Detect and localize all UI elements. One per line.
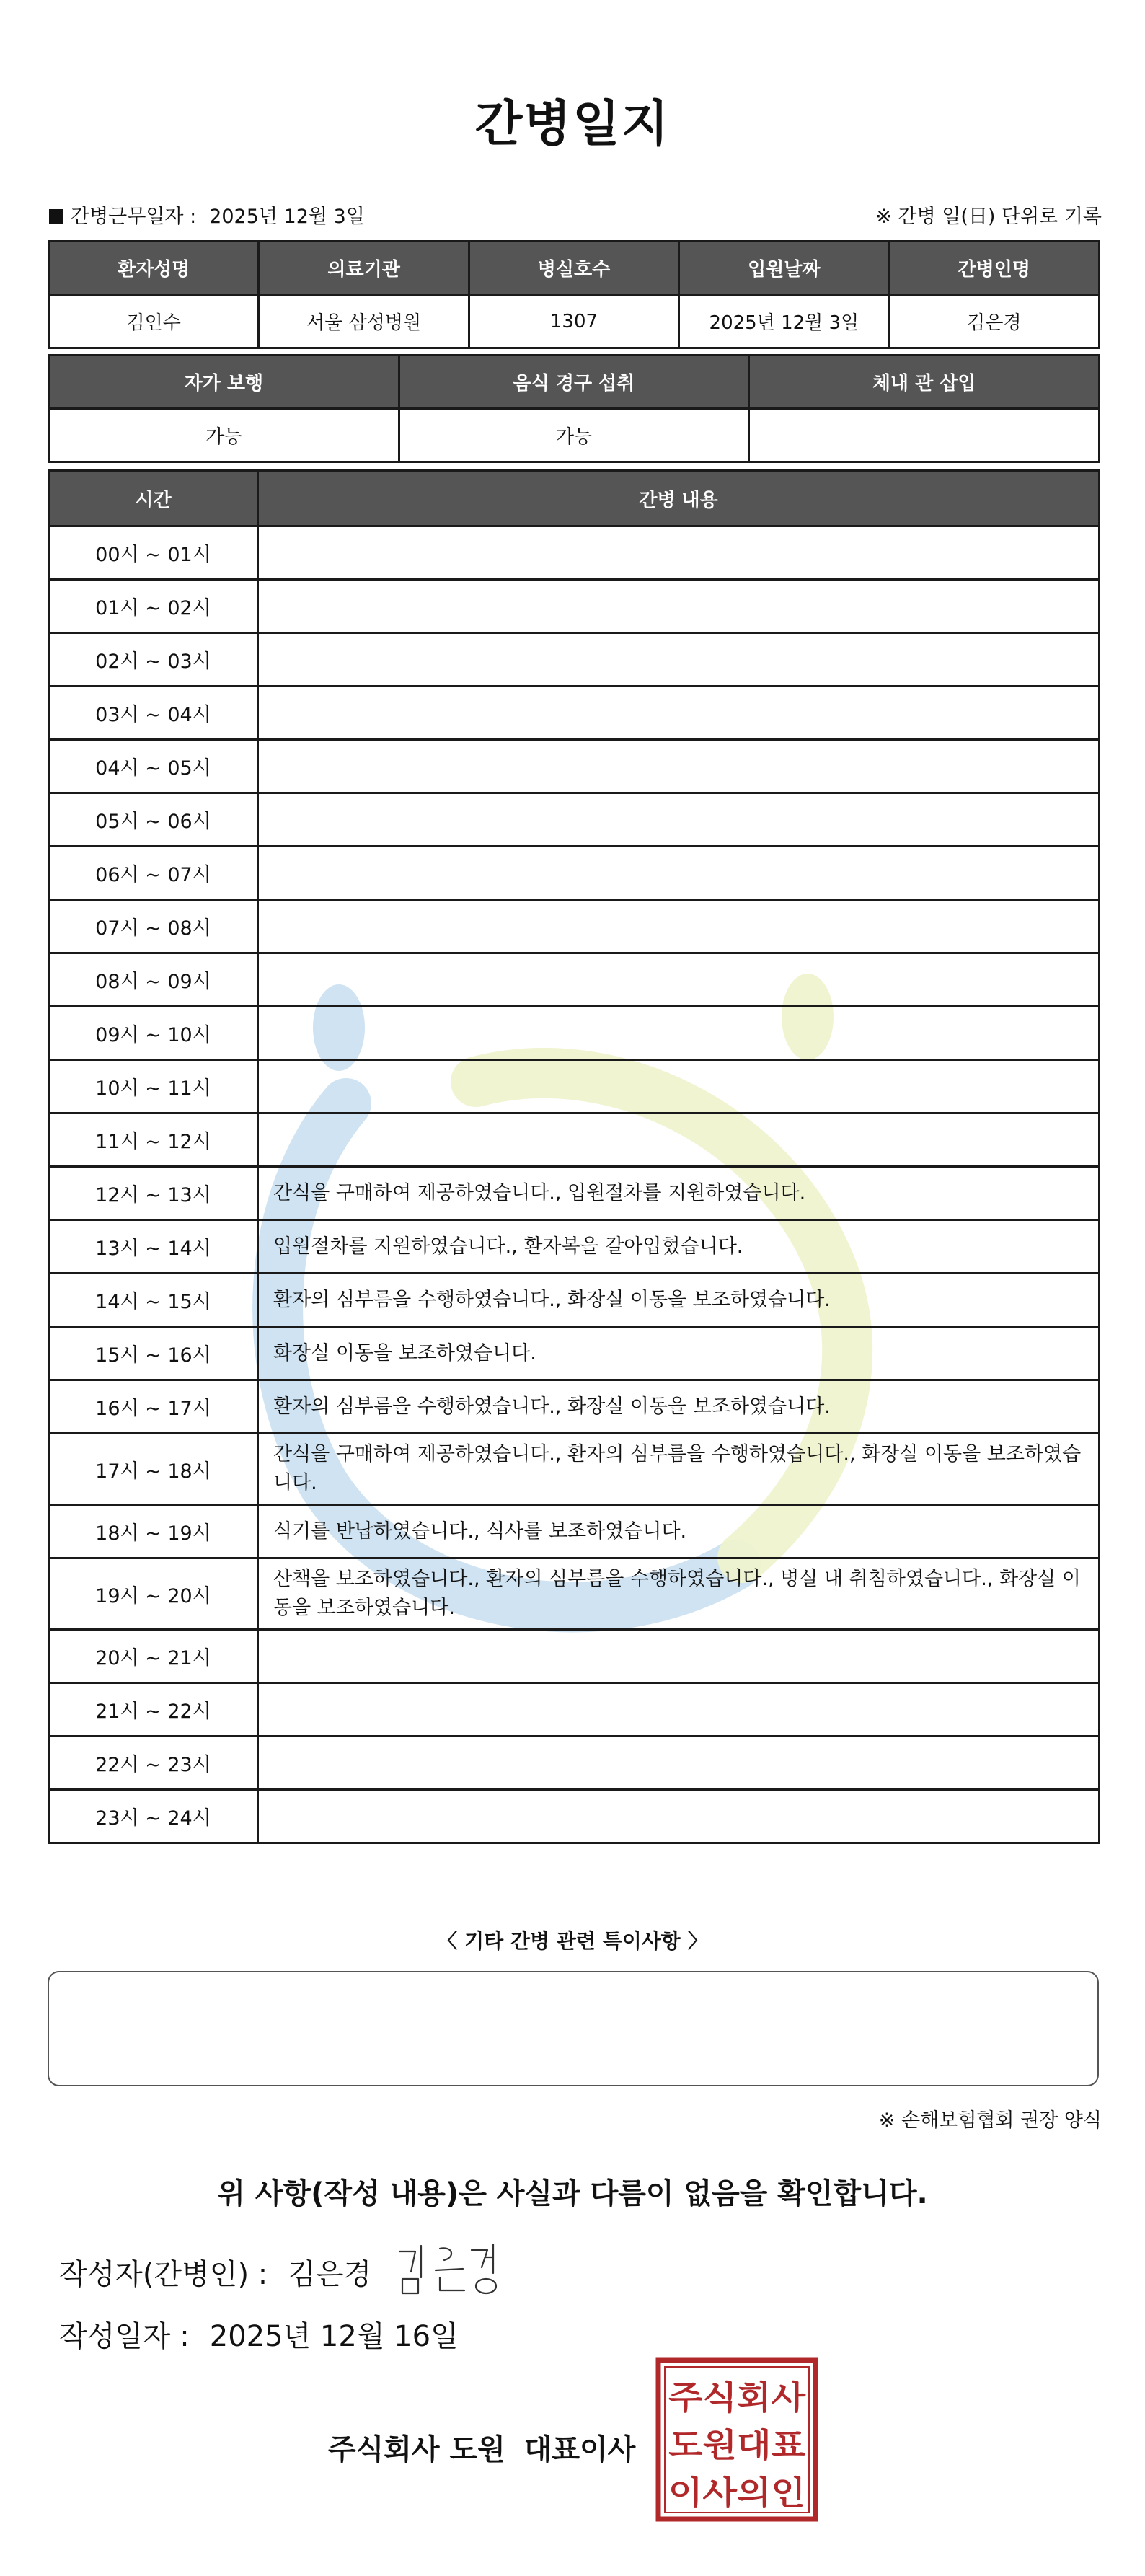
recommend-note: ※ 손해보험협회 권장 양식: [878, 2109, 1102, 2132]
log-content: [258, 1737, 1100, 1790]
log-time: 08시 ~ 09시: [49, 953, 258, 1007]
log-content: [258, 1007, 1100, 1060]
log-content: [258, 526, 1100, 580]
log-content: [258, 1683, 1100, 1737]
log-content: 식기를 반납하였습니다., 식사를 보조하였습니다.: [258, 1505, 1100, 1558]
write-date-label: 작성일자 :: [59, 2320, 190, 2353]
seal-line-2: 도원대표: [668, 2426, 806, 2464]
log-row: [49, 1220, 1100, 1274]
log-time: 15시 ~ 16시: [49, 1327, 258, 1380]
log-row: [49, 526, 1100, 580]
log-content: 환자의 심부름을 수행하였습니다., 화장실 이동을 보조하였습니다.: [258, 1380, 1100, 1434]
log-row: [49, 847, 1100, 900]
write-date-line: [59, 2313, 459, 2355]
admission-date: 2025년 12월 3일: [679, 295, 889, 348]
header-admission-date: 입원날짜: [679, 242, 889, 295]
tube-insertion: [749, 409, 1100, 462]
write-date: 2025년 12월 16일: [209, 2320, 459, 2353]
work-date: 2025년 12월 3일: [209, 206, 365, 228]
hospital: 서울 삼성병원: [259, 295, 469, 348]
log-content: 간식을 구매하여 제공하였습니다., 입원절차를 지원하였습니다.: [258, 1167, 1100, 1220]
patient-info-table: [48, 240, 1100, 349]
log-row: [49, 580, 1100, 633]
header-caregiver-name: 간병인명: [889, 242, 1099, 295]
header-room-number: 병실호수: [469, 242, 678, 295]
log-row: [49, 1790, 1100, 1843]
log-row: [49, 1060, 1100, 1113]
company-seal: [655, 2357, 819, 2523]
log-row: [49, 793, 1100, 847]
seal-line-3: 이사의인: [668, 2474, 805, 2512]
log-row: [49, 633, 1100, 687]
log-content: [258, 953, 1100, 1007]
log-time: 13시 ~ 14시: [49, 1220, 258, 1274]
log-time: 10시 ~ 11시: [49, 1060, 258, 1113]
writer-label: 작성자(간병인) :: [59, 2258, 268, 2291]
writer-line: [59, 2251, 371, 2293]
log-content: [258, 633, 1100, 687]
log-row: [49, 1274, 1100, 1327]
log-row: [49, 1683, 1100, 1737]
log-content: [258, 740, 1100, 793]
log-row: [49, 1630, 1100, 1683]
patient-status-table: [48, 354, 1100, 463]
log-content: [258, 900, 1100, 953]
log-content: 환자의 심부름을 수행하였습니다., 화장실 이동을 보조하였습니다.: [258, 1274, 1100, 1327]
log-row: [49, 1558, 1100, 1630]
care-log-table: [48, 469, 1100, 1844]
log-time: 03시 ~ 04시: [49, 687, 258, 740]
log-content: [258, 1060, 1100, 1113]
log-time: 07시 ~ 08시: [49, 900, 258, 953]
log-time: 23시 ~ 24시: [49, 1790, 258, 1843]
log-time: 14시 ~ 15시: [49, 1274, 258, 1327]
log-content: [258, 687, 1100, 740]
log-row: [49, 1737, 1100, 1790]
log-content: 간식을 구매하여 제공하였습니다., 환자의 심부름을 수행하였습니다., 화장실 이동을 보조하였습니다.: [258, 1434, 1100, 1505]
log-content: [258, 1630, 1100, 1683]
header-time: 시간: [49, 471, 258, 526]
log-time: 11시 ~ 12시: [49, 1113, 258, 1167]
writer-name: 김은경: [288, 2258, 372, 2291]
seal-line-1: 주식회사: [668, 2378, 806, 2417]
log-content: 산책을 보조하였습니다., 환자의 심부름을 수행하였습니다., 병실 내 취침하였습니다., 화장실 이동을 보조하였습니다.: [258, 1558, 1100, 1630]
log-time: 04시 ~ 05시: [49, 740, 258, 793]
log-content: [258, 1790, 1100, 1843]
patient-name: 김인수: [49, 295, 259, 348]
log-time: 05시 ~ 06시: [49, 793, 258, 847]
company-line: [328, 2427, 635, 2468]
log-row: [49, 1007, 1100, 1060]
log-time: 19시 ~ 20시: [49, 1558, 258, 1630]
log-time: 02시 ~ 03시: [49, 633, 258, 687]
log-row: [49, 1434, 1100, 1505]
handwritten-signature: [395, 2236, 510, 2301]
confirm-statement: 위 사항(작성 내용)은 사실과 다름이 없음을 확인합니다.: [217, 2177, 928, 2210]
unit-note: ※ 간병 일(日) 단위로 기록: [875, 206, 1102, 228]
log-time: 18시 ~ 19시: [49, 1505, 258, 1558]
log-time: 17시 ~ 18시: [49, 1434, 258, 1505]
log-time: 16시 ~ 17시: [49, 1380, 258, 1434]
log-time: 00시 ~ 01시: [49, 526, 258, 580]
log-time: 21시 ~ 22시: [49, 1683, 258, 1737]
document-title: 간병일지: [474, 96, 671, 153]
header-tube-insertion: 체내 관 삽입: [749, 356, 1100, 409]
remarks-box: [48, 1971, 1099, 2086]
header-patient-name: 환자성명: [49, 242, 259, 295]
remarks-title: 〈 기타 간병 관련 특이사항 〉: [437, 1929, 708, 1953]
self-walking: 가능: [49, 409, 399, 462]
log-row: [49, 1167, 1100, 1220]
log-content: [258, 1113, 1100, 1167]
log-row: [49, 953, 1100, 1007]
oral-intake: 가능: [399, 409, 749, 462]
log-row: [49, 687, 1100, 740]
log-row: [49, 1505, 1100, 1558]
log-row: [49, 900, 1100, 953]
company-name: 주식회사 도원: [328, 2433, 505, 2466]
work-date-line: [49, 200, 365, 229]
log-time: 22시 ~ 23시: [49, 1737, 258, 1790]
header-care-content: 간병 내용: [258, 471, 1100, 526]
log-content: [258, 793, 1100, 847]
room-number: 1307: [469, 295, 678, 348]
log-row: [49, 740, 1100, 793]
square-bullet-icon: [49, 209, 63, 224]
log-content: [258, 580, 1100, 633]
log-time: 09시 ~ 10시: [49, 1007, 258, 1060]
caregiver-name: 김은경: [889, 295, 1099, 348]
log-time: 12시 ~ 13시: [49, 1167, 258, 1220]
log-content: 화장실 이동을 보조하였습니다.: [258, 1327, 1100, 1380]
header-self-walking: 자가 보행: [49, 356, 399, 409]
log-time: 01시 ~ 02시: [49, 580, 258, 633]
header-hospital: 의료기관: [259, 242, 469, 295]
log-content: [258, 847, 1100, 900]
header-oral-intake: 음식 경구 섭취: [399, 356, 749, 409]
log-row: [49, 1113, 1100, 1167]
work-date-label: 간병근무일자 :: [71, 206, 197, 228]
log-content: 입원절차를 지원하였습니다., 환자복을 갈아입혔습니다.: [258, 1220, 1100, 1274]
log-row: [49, 1380, 1100, 1434]
log-time: 06시 ~ 07시: [49, 847, 258, 900]
log-row: [49, 1327, 1100, 1380]
representative-title: 대표이사: [523, 2433, 636, 2466]
log-time: 20시 ~ 21시: [49, 1630, 258, 1683]
